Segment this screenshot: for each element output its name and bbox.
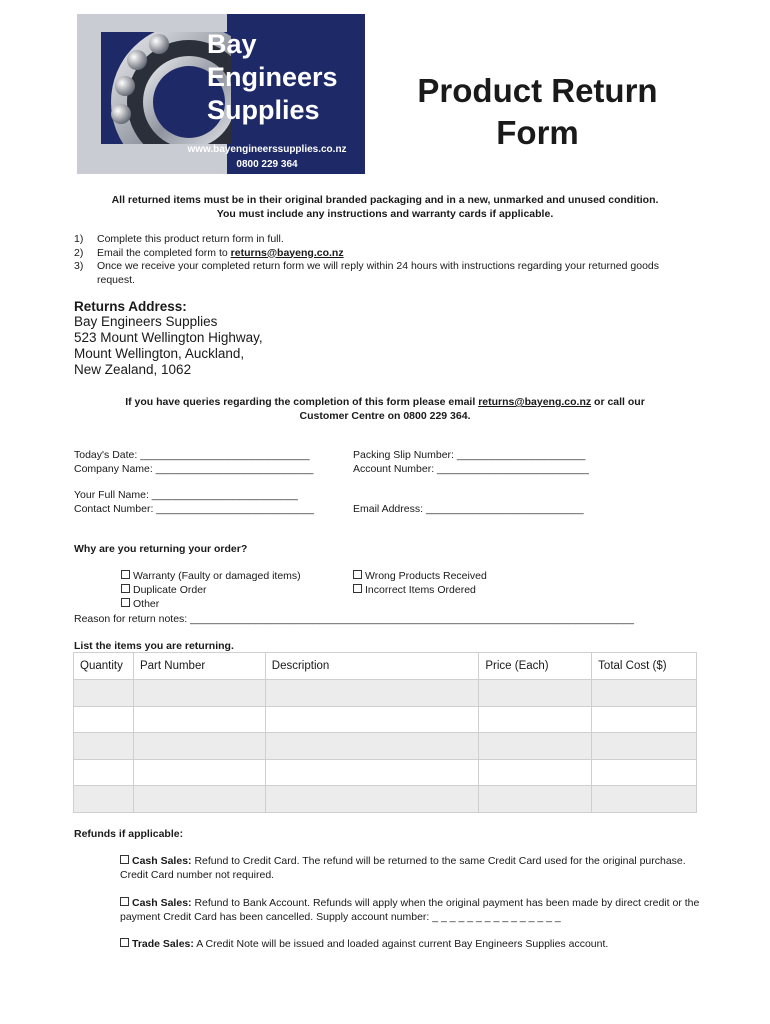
table-cell[interactable] bbox=[265, 680, 479, 707]
logo-brand-line: Engineers bbox=[207, 62, 338, 92]
address-line: New Zealand, 1062 bbox=[74, 362, 192, 377]
step-text: Complete this product return form in full. bbox=[97, 233, 284, 245]
column-header-description: Description bbox=[265, 653, 479, 680]
step-text: Once we receive your completed return form we will reply within 24 hours with instructions regarding your returned goods request. bbox=[97, 260, 660, 286]
queries-text: Customer Centre on 0800 229 364. bbox=[299, 410, 471, 422]
logo-brand-line: Bay bbox=[207, 29, 257, 59]
refund-label: Cash Sales: bbox=[132, 855, 192, 867]
table-cell[interactable] bbox=[592, 759, 697, 786]
queries-email-link[interactable]: returns@bayeng.co.nz bbox=[478, 396, 592, 408]
packing-slip-field[interactable]: Packing Slip Number: ______________________ bbox=[353, 449, 586, 461]
intro-line: You must include any instructions and warranty cards if applicable. bbox=[216, 208, 554, 220]
checkbox-label: Wrong Products Received bbox=[365, 570, 487, 582]
table-cell[interactable] bbox=[265, 706, 479, 733]
checkbox-label: Duplicate Order bbox=[133, 584, 207, 596]
reason-notes-field[interactable]: Reason for return notes: ____________________________________________________________________________ bbox=[74, 613, 634, 625]
reason-incorrect-items-checkbox[interactable] bbox=[353, 584, 476, 597]
refund-option-credit-card[interactable] bbox=[120, 854, 700, 882]
table-cell[interactable] bbox=[479, 680, 592, 707]
refund-option-trade-sales[interactable] bbox=[120, 937, 700, 951]
column-header-quantity: Quantity bbox=[74, 653, 134, 680]
checkbox-icon bbox=[353, 584, 362, 593]
full-name-field[interactable]: Your Full Name: _________________________ bbox=[74, 489, 298, 501]
checkbox-icon bbox=[121, 570, 130, 579]
table-cell[interactable] bbox=[592, 786, 697, 813]
column-header-price-each: Price (Each) bbox=[479, 653, 592, 680]
table-cell[interactable] bbox=[479, 759, 592, 786]
returns-address bbox=[74, 314, 263, 378]
table-cell[interactable] bbox=[74, 733, 134, 760]
refund-label: Cash Sales: bbox=[132, 897, 192, 909]
checkbox-icon bbox=[353, 570, 362, 579]
step-item bbox=[74, 233, 694, 247]
step-number: 3) bbox=[74, 260, 84, 272]
table-cell[interactable] bbox=[133, 759, 265, 786]
table-cell[interactable] bbox=[133, 680, 265, 707]
logo-brand-line: Supplies bbox=[207, 95, 320, 125]
intro-notice bbox=[60, 193, 710, 221]
table-cell[interactable] bbox=[74, 706, 134, 733]
returned-items-table bbox=[73, 652, 697, 813]
queries-text: If you have queries regarding the completion of this form please email bbox=[125, 396, 479, 408]
account-number-field[interactable]: Account Number: __________________________ bbox=[353, 463, 589, 475]
page-title bbox=[385, 70, 690, 154]
address-line: Bay Engineers Supplies bbox=[74, 314, 218, 329]
why-returning-heading: Why are you returning your order? bbox=[74, 543, 248, 555]
logo-website: www.bayengineerssupplies.co.nz bbox=[187, 144, 347, 155]
refund-option-bank-account[interactable] bbox=[120, 896, 700, 924]
table-cell[interactable] bbox=[265, 759, 479, 786]
table-cell[interactable] bbox=[592, 733, 697, 760]
step-text: Email the completed form to bbox=[97, 246, 231, 259]
logo-phone: 0800 229 364 bbox=[236, 159, 298, 170]
table-cell[interactable] bbox=[265, 733, 479, 760]
table-row bbox=[74, 759, 697, 786]
email-address-field[interactable]: Email Address: ___________________________ bbox=[353, 503, 584, 515]
items-list-heading: List the items you are returning. bbox=[74, 640, 234, 652]
instruction-steps bbox=[74, 233, 694, 287]
checkbox-icon bbox=[121, 598, 130, 607]
reason-wrong-products-checkbox[interactable] bbox=[353, 570, 487, 583]
returns-address-heading: Returns Address: bbox=[74, 299, 187, 314]
table-row bbox=[74, 733, 697, 760]
reason-duplicate-checkbox[interactable] bbox=[121, 584, 207, 597]
step-number: 2) bbox=[74, 246, 84, 259]
title-line: Form bbox=[496, 114, 579, 151]
refund-text: Refund to Credit Card. The refund will be returned to the same Credit Card used for the original purchase. Credit Card number not required. bbox=[120, 855, 686, 881]
table-cell[interactable] bbox=[74, 786, 134, 813]
column-header-part-number: Part Number bbox=[133, 653, 265, 680]
company-logo bbox=[77, 14, 365, 174]
checkbox-label: Warranty (Faulty or damaged items) bbox=[133, 570, 301, 582]
reason-other-checkbox[interactable] bbox=[121, 598, 159, 611]
table-cell[interactable] bbox=[479, 786, 592, 813]
title-line: Product Return bbox=[417, 72, 658, 109]
table-cell[interactable] bbox=[133, 733, 265, 760]
table-row bbox=[74, 786, 697, 813]
table-cell[interactable] bbox=[592, 680, 697, 707]
refund-label: Trade Sales: bbox=[132, 938, 194, 950]
table-row bbox=[74, 706, 697, 733]
table-cell[interactable] bbox=[74, 680, 134, 707]
table-cell[interactable] bbox=[133, 706, 265, 733]
column-header-total-cost: Total Cost ($) bbox=[592, 653, 697, 680]
todays-date-field[interactable]: Today's Date: _____________________________ bbox=[74, 449, 310, 461]
checkbox-icon bbox=[121, 584, 130, 593]
table-cell[interactable] bbox=[74, 759, 134, 786]
step-item bbox=[74, 260, 694, 287]
step-item bbox=[74, 247, 694, 261]
checkbox-label: Other bbox=[133, 598, 160, 610]
refund-text: A Credit Note will be issued and loaded against current Bay Engineers Supplies account. bbox=[193, 938, 609, 950]
logo-brand-name bbox=[207, 28, 338, 127]
checkbox-icon bbox=[120, 855, 129, 864]
refund-text: Refund to Bank Account. Refunds will apply when the original payment has been made by direct credit or the payment Credit Card has been cancelled. Supply account number: _ _ _ _ _ _ _ _ _ _ _ _ _ _ _ bbox=[120, 897, 700, 923]
table-cell[interactable] bbox=[479, 706, 592, 733]
table-header-row bbox=[74, 653, 697, 680]
address-line: 523 Mount Wellington Highway, bbox=[74, 330, 263, 345]
queries-text: or call our bbox=[591, 396, 645, 408]
step-number: 1) bbox=[74, 233, 84, 245]
company-name-field[interactable]: Company Name: ___________________________ bbox=[74, 463, 314, 475]
address-line: Mount Wellington, Auckland, bbox=[74, 346, 245, 361]
checkbox-label: Incorrect Items Ordered bbox=[365, 584, 476, 596]
intro-line: All returned items must be in their original branded packaging and in a new, unmarked and unused condition. bbox=[111, 194, 659, 206]
refunds-heading: Refunds if applicable: bbox=[74, 828, 184, 840]
checkbox-icon bbox=[120, 897, 129, 906]
table-cell[interactable] bbox=[133, 786, 265, 813]
table-row bbox=[74, 680, 697, 707]
returns-email-link[interactable]: returns@bayeng.co.nz bbox=[230, 246, 344, 259]
contact-number-field[interactable]: Contact Number: ___________________________ bbox=[74, 503, 314, 515]
table-cell[interactable] bbox=[479, 733, 592, 760]
reason-warranty-checkbox[interactable] bbox=[121, 570, 301, 583]
table-cell[interactable] bbox=[592, 706, 697, 733]
checkbox-icon bbox=[120, 938, 129, 947]
table-cell[interactable] bbox=[265, 786, 479, 813]
queries-notice bbox=[60, 395, 710, 423]
